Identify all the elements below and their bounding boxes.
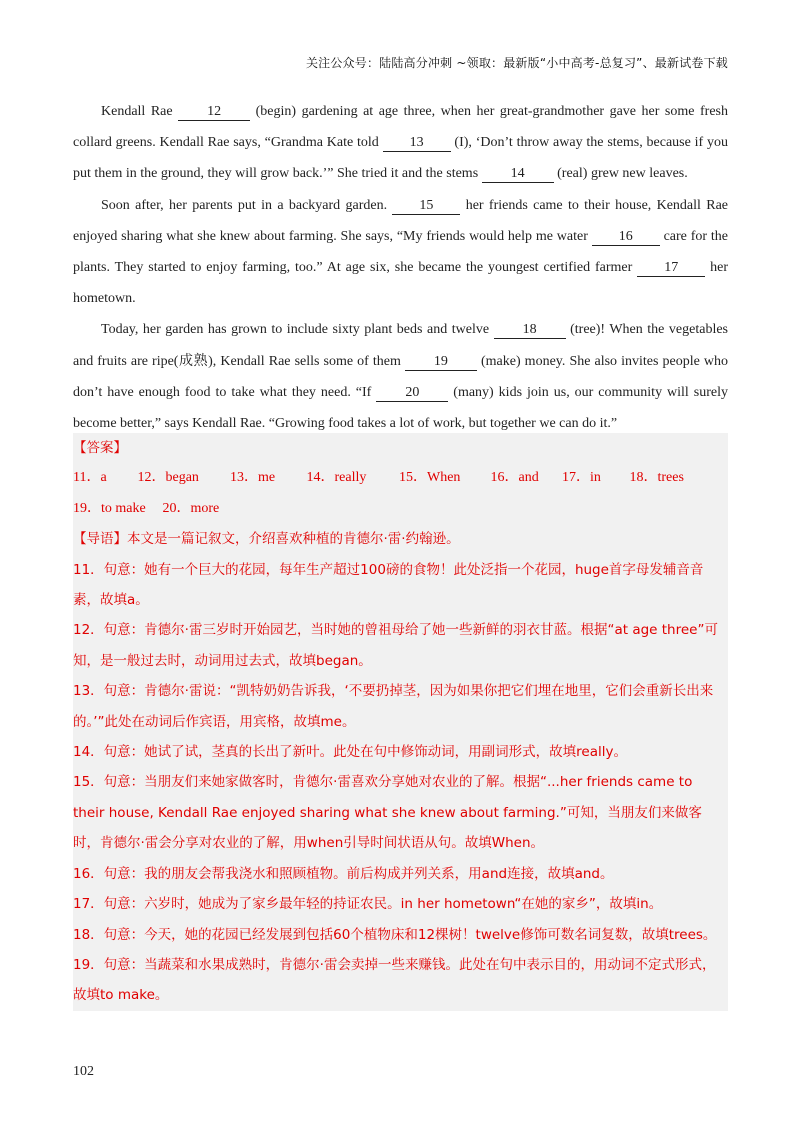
explanation-16: 16．句意：我的朋友会帮我浇水和照顾植物。前后构成并列关系，用and连接，故填and。 bbox=[73, 865, 614, 882]
text: Today, her garden has grown to include sixty plant beds and twelve bbox=[101, 322, 494, 338]
answer-item: 20．more bbox=[162, 500, 220, 516]
page-header: 关注公众号：陆陆高分冲刺 ~领取：最新版“小中高考-总复习”、最新试卷下载 bbox=[305, 56, 728, 70]
answer-item: 16．and bbox=[490, 470, 539, 486]
text: care for the plants. They started to enjoy farming, too.” At age six, she became the youngest certified farmer bbox=[73, 228, 728, 276]
text: her friends came to their house, Kendall Rae enjoyed sharing what she knew about farming. She says, “My friends would help me water bbox=[73, 197, 729, 244]
answer-section bbox=[73, 433, 728, 1011]
blank-19: 19 bbox=[405, 354, 477, 371]
text: (I), ‘Don’t throw away the stems, because if you put them in the ground, they will grow back.’” She tried it and the stems bbox=[73, 135, 728, 182]
text: (begin) gardening at age three, when her great-grandmother gave her some fresh collard greens. Kendall Rae says, “Grandma Kate told bbox=[73, 104, 728, 151]
text: (make) money. She also invites people who don’t have enough food to take what they need. “If bbox=[73, 353, 728, 400]
answer-item: 14．really bbox=[306, 470, 367, 486]
answer-item: 17．in bbox=[562, 470, 601, 486]
explanation-15: 15．句意：当朋友们来她家做客时，肯德尔·雷喜欢分享她对农业的了解。根据“...her friends came to their house, Kendall Rae enjoyed sharing what she knew about farming.”可知，当朋友们来做客时，肯德尔·雷会分享对农业的了解，用when引导时间状语从句。故填When。 bbox=[73, 774, 702, 852]
answer-item: 11．a bbox=[73, 470, 107, 486]
blank-15: 15 bbox=[392, 198, 460, 215]
paragraph-2 bbox=[73, 190, 728, 315]
paragraph-1 bbox=[73, 96, 728, 190]
text: (real) grew new leaves. bbox=[553, 166, 688, 182]
blank-16: 16 bbox=[592, 229, 660, 246]
blank-17: 17 bbox=[637, 260, 705, 277]
answer-item: 19．to make bbox=[73, 500, 146, 516]
explanation-11: 11．句意：她有一个巨大的花园，每年生产超过100磅的食物！此处泛指一个花园，huge首字母发辅音音素，故填a。 bbox=[73, 561, 704, 609]
explanation-14: 14．句意：她试了试，茎真的长出了新叶。此处在句中修饰动词，用副词形式，故填really。 bbox=[73, 744, 627, 761]
text: Kendall Rae bbox=[101, 104, 179, 119]
explanation-18: 18．句意：今天，她的花园已经发展到包括60个植物床和12棵树！twelve修饰可数名词复数，故填trees。 bbox=[73, 926, 717, 943]
answer-item: 13．me bbox=[230, 470, 276, 486]
answer-item: 15．When bbox=[399, 470, 461, 486]
blank-12: 12 bbox=[178, 104, 250, 121]
answer-row-1 bbox=[73, 463, 728, 493]
paragraph-3 bbox=[73, 314, 728, 439]
blank-18: 18 bbox=[494, 322, 566, 339]
answer-heading: 【答案】 bbox=[73, 440, 127, 456]
answer-row-2 bbox=[73, 494, 728, 524]
answer-item: 18．trees bbox=[629, 470, 684, 486]
page-number: 102 bbox=[73, 1064, 94, 1079]
blank-14: 14 bbox=[482, 166, 554, 183]
guide-text: 【导语】本文是一篇记叙文，介绍喜欢种植的肯德尔·雷·约翰逊。 bbox=[73, 531, 460, 548]
cloze-passage bbox=[73, 96, 728, 439]
text: (many) kids join us, our community will surely become better,” says Kendall Rae. “Growing food takes a lot of work, but together we can do it.” bbox=[73, 384, 729, 432]
text: Soon after, her parents put in a backyard garden. bbox=[101, 197, 393, 213]
answer-item: 12．began bbox=[137, 470, 199, 486]
blank-20: 20 bbox=[376, 385, 448, 402]
explanation-17: 17．句意：六岁时，她成为了家乡最年轻的持证农民。in her hometown“在她的家乡”，故填in。 bbox=[73, 896, 663, 913]
explanation-19: 19．句意：当蔬菜和水果成熟时，肯德尔·雷会卖掉一些来赚钱。此处在句中表示目的，用动词不定式形式，故填to make。 bbox=[73, 956, 716, 1004]
blank-13: 13 bbox=[383, 135, 451, 152]
explanation-13: 13．句意：肯德尔·雷说：“凯特奶奶告诉我，‘不要扔掉茎，因为如果你把它们埋在地里，它们会重新长出来的。’”此处在动词后作宾语，用宾格，故填me。 bbox=[73, 683, 714, 730]
explanation-12: 12．句意：肯德尔·雷三岁时开始园艺，当时她的曾祖母给了她一些新鲜的羽衣甘蓝。根据“at age three”可知，是一般过去时，动词用过去式，故填began。 bbox=[73, 622, 718, 669]
text: her hometown. bbox=[73, 260, 728, 307]
text: (tree)! When the vegetables and fruits are ripe(成熟), Kendall Rae sells some of them bbox=[73, 322, 728, 369]
